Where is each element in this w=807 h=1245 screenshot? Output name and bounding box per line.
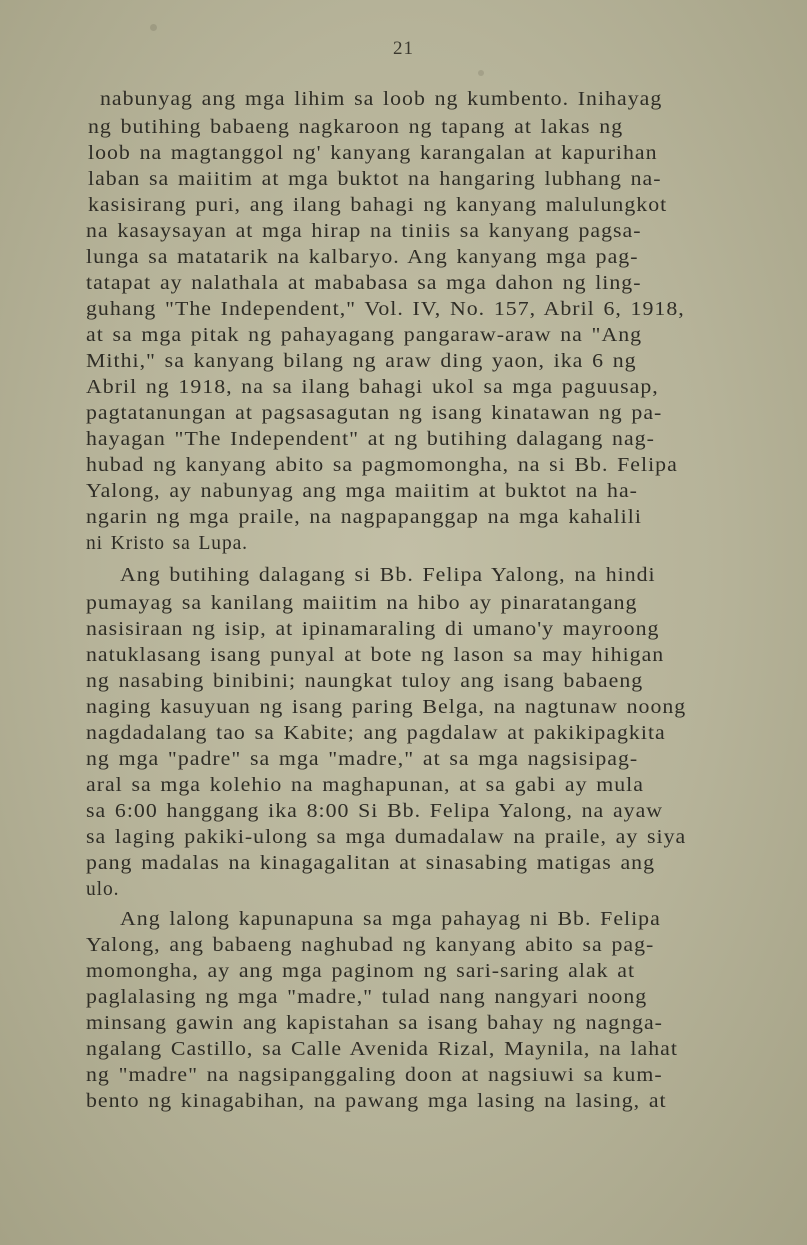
text-line: Ang lalong kapunapuna sa mga pahayag ni Bb. Felipa <box>120 909 661 930</box>
text-line: loob na magtanggol ng' kanyang karangalan at kapurihan <box>88 143 658 164</box>
text-line: ngalang Castillo, sa Calle Avenida Rizal, Maynila, na lahat <box>86 1039 678 1060</box>
text-line: hayagan "The Independent" at ng butihing dalagang nag- <box>86 429 655 450</box>
text-line: kasisirang puri, ang ilang bahagi ng kanyang malulungkot <box>88 195 668 216</box>
text-line: nabunyag ang mga lihim sa loob ng kumbento. Inihayag <box>100 89 663 110</box>
text-line: Mithi," sa kanyang bilang ng araw ding yaon, ika 6 ng <box>86 351 637 372</box>
text-line: minsang gawin ang kapistahan sa isang bahay ng nagnga- <box>86 1013 663 1034</box>
text-line: ulo. <box>86 879 120 900</box>
ink-smudge <box>478 70 484 76</box>
text-line: sa 6:00 hanggang ika 8:00 Si Bb. Felipa Yalong, na ayaw <box>86 801 664 822</box>
text-line: aral sa mga kolehio na maghapunan, at sa gabi ay mula <box>86 775 644 796</box>
text-line: nasisiraan ng isip, at ipinamaraling di umano'y mayroong <box>86 619 660 640</box>
text-line: pumayag sa kanilang maiitim na hibo ay pinaratangang <box>86 593 638 614</box>
text-line: ng butihing babaeng nagkaroon ng tapang at lakas ng <box>88 117 624 138</box>
text-line: pang madalas na kinagagalitan at sinasabing matigas ang <box>86 853 656 874</box>
text-line: guhang "The Independent," Vol. IV, No. 157, Abril 6, 1918, <box>86 299 685 320</box>
text-line: na kasaysayan at mga hirap na tiniis sa kanyang pagsa- <box>86 221 642 242</box>
text-line: nagdadalang tao sa Kabite; ang pagdalaw at pakikipagkita <box>86 723 666 744</box>
text-line: ni Kristo sa Lupa. <box>86 533 248 554</box>
text-line: hubad ng kanyang abito sa pagmomongha, na si Bb. Felipa <box>86 455 678 476</box>
text-line: paglalasing ng mga "madre," tulad nang nangyari noong <box>86 987 648 1008</box>
text-line: natuklasang isang punyal at bote ng lason sa may hihigan <box>86 645 665 666</box>
text-line: Ang butihing dalagang si Bb. Felipa Yalong, na hindi <box>120 565 656 586</box>
text-line: lunga sa matatarik na kalbaryo. Ang kanyang mga pag- <box>86 247 639 268</box>
text-line: ngarin ng mga praile, na nagpapanggap na mga kahalili <box>86 507 642 528</box>
text-line: bento ng kinagabihan, na pawang mga lasing na lasing, at <box>86 1091 667 1112</box>
text-line: sa laging pakiki-ulong sa mga dumadalaw na praile, ay siya <box>86 827 687 848</box>
text-line: at sa mga pitak ng pahayagang pangaraw-araw na "Ang <box>86 325 643 346</box>
text-line: ng nasabing binibini; naungkat tuloy ang isang babaeng <box>86 671 644 692</box>
text-line: tatapat ay nalathala at mababasa sa mga dahon ng ling- <box>86 273 642 294</box>
text-line: ng mga "padre" sa mga "madre," at sa mga nagsisipag- <box>86 749 639 770</box>
text-line: momongha, ay ang mga paginom ng sari-saring alak at <box>86 961 636 982</box>
page-number: 21 <box>393 38 414 59</box>
text-line: laban sa maiitim at mga buktot na hangaring lubhang na- <box>88 169 662 190</box>
text-line: Abril ng 1918, na sa ilang bahagi ukol sa mga paguusap, <box>86 377 659 398</box>
ink-smudge <box>150 24 157 31</box>
text-line: naging kasuyuan ng isang paring Belga, na nagtunaw noong <box>86 697 687 718</box>
text-line: Yalong, ang babaeng naghubad ng kanyang abito sa pag- <box>86 935 655 956</box>
text-line: ng "madre" na nagsipanggaling doon at nagsiuwi sa kum- <box>86 1065 663 1086</box>
text-line: Yalong, ay nabunyag ang mga maiitim at buktot na ha- <box>86 481 638 502</box>
text-line: pagtatanungan at pagsasagutan ng isang kinatawan ng pa- <box>86 403 663 424</box>
